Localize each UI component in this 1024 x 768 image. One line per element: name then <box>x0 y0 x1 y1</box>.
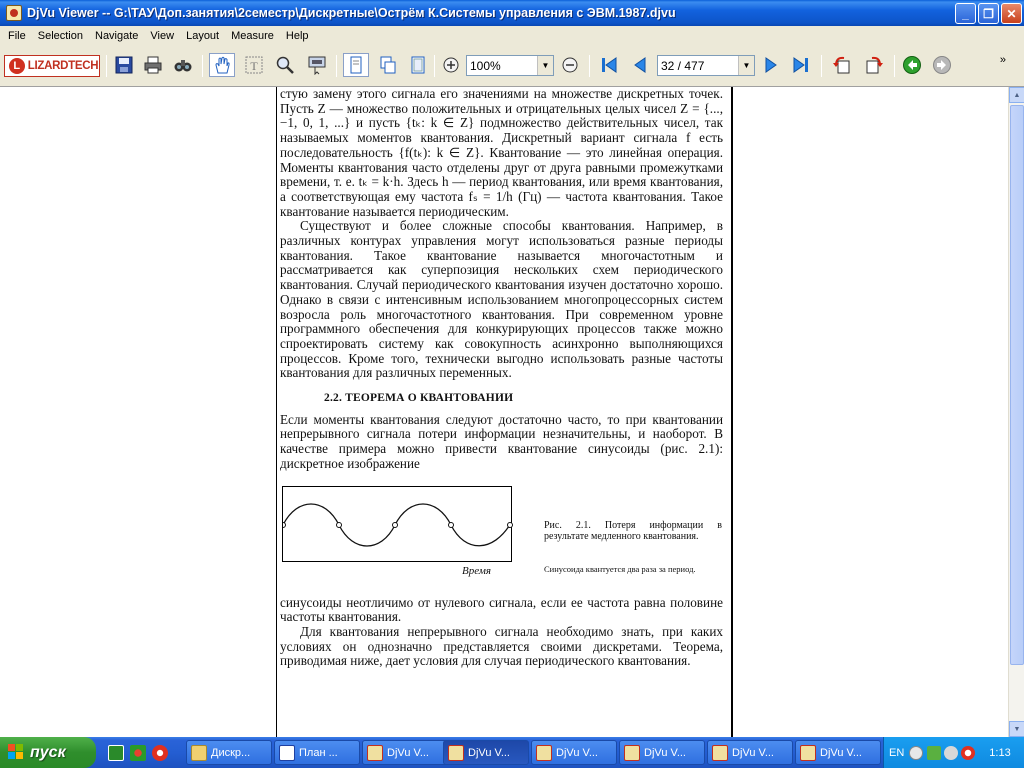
forward-arrow-icon <box>932 55 952 75</box>
quicklaunch-opera-icon[interactable] <box>152 745 168 761</box>
scroll-down-arrow-icon[interactable]: ▼ <box>1009 721 1024 737</box>
zoom-select[interactable] <box>466 55 554 76</box>
rotate-right-button[interactable] <box>860 53 888 77</box>
taskbar-button-word[interactable] <box>274 740 360 765</box>
toolbar-separator <box>589 55 590 77</box>
facing-view-button[interactable] <box>406 53 430 77</box>
history-back-button[interactable] <box>900 53 924 77</box>
vertical-scrollbar[interactable] <box>1008 87 1024 737</box>
djvu-app-icon[interactable] <box>6 5 22 21</box>
toolbar-separator <box>202 55 203 77</box>
toolbar-separator <box>106 55 107 77</box>
menu-navigate[interactable]: Navigate <box>95 29 139 42</box>
menu-selection[interactable]: Selection <box>37 29 83 42</box>
lizardtech-logo[interactable] <box>4 55 100 77</box>
taskbar-button-explorer[interactable] <box>186 740 272 765</box>
start-label: пуск <box>30 743 66 761</box>
task-label: DjVu V... <box>387 746 429 759</box>
close-button[interactable]: ✕ <box>1001 3 1022 24</box>
next-page-icon <box>761 55 781 75</box>
zoom-out-icon <box>560 55 580 75</box>
figure-plot-frame <box>282 486 512 562</box>
menu-layout[interactable]: Layout <box>186 29 220 42</box>
paragraph-multirate-sampling: Существуют и более сложные способы квантования. Например, в различных контурах управления могут использоваться разные периоды квантования. Такое квантование называется многочастотным и рассматривается как суперпозиция нескольких схем периодического квантования. Случай периодического квантования изучен достаточно хорошо. Однако в связи с интенсивным использованием многопроцессорных систем возросла роль многочастотного квантования. При современном уровне программного обеспечения для конкурирующих процессов также можно спроектировать систему как совокупность асинхронно выполняющихся процессов. Кроме того, технически выгодно использовать разные частоты квантования для различных переменных. <box>280 218 723 381</box>
figure-2-1 <box>280 486 723 586</box>
scrollbar-thumb[interactable] <box>1010 105 1024 665</box>
section-heading: 2.2. ТЕОРЕМА О КВАНТОВАНИИ <box>324 392 514 405</box>
page-value: 32 / 477 <box>661 58 705 73</box>
rotate-left-icon <box>832 55 852 75</box>
back-arrow-icon <box>902 55 922 75</box>
taskbar-button-djvu-4[interactable] <box>619 740 705 765</box>
binoculars-icon <box>173 55 193 75</box>
language-indicator[interactable]: EN <box>889 746 905 759</box>
save-button[interactable] <box>112 53 136 77</box>
zoom-dropdown-arrow-icon[interactable]: ▼ <box>537 56 553 75</box>
scroll-up-arrow-icon[interactable]: ▲ <box>1009 87 1024 103</box>
taskbar-button-djvu-3[interactable] <box>531 740 617 765</box>
taskbar <box>0 737 1024 768</box>
task-label: DjVu V... <box>644 746 686 759</box>
region-select-icon <box>307 55 327 75</box>
menu-measure[interactable]: Measure <box>231 29 274 42</box>
quicklaunch-app-icon[interactable] <box>108 745 124 761</box>
page-select[interactable] <box>657 55 755 76</box>
sample-point <box>508 522 513 527</box>
menu-view[interactable]: View <box>150 29 175 42</box>
menu-bar <box>0 26 1024 45</box>
toolbar-separator <box>336 55 337 77</box>
taskbar-button-djvu-6[interactable] <box>795 740 881 765</box>
tray-collapse-icon[interactable] <box>909 746 923 760</box>
window-title: DjVu Viewer -- G:\ТАУ\Доп.занятия\2семестр\Дискретные\Острём К.Системы управления с ЭВМ.1987.djvu <box>27 6 676 20</box>
rotate-left-button[interactable] <box>828 53 856 77</box>
svg-text:T: T <box>250 59 258 73</box>
volume-icon[interactable] <box>944 746 958 760</box>
history-forward-button[interactable] <box>930 53 954 77</box>
region-select-button[interactable] <box>304 53 330 77</box>
zoom-in-icon <box>441 55 461 75</box>
figure-axis-label: Время <box>462 564 491 577</box>
start-button[interactable] <box>0 737 96 768</box>
minimize-button[interactable]: _ <box>955 3 976 24</box>
task-label: План ... <box>299 746 338 759</box>
system-tray <box>883 737 1024 768</box>
hand-tool-button[interactable] <box>209 53 235 77</box>
network-icon[interactable] <box>927 746 941 760</box>
djvu-app-icon <box>624 745 640 761</box>
paragraph-sampling-theorem-intro: Если моменты квантования следуют достаточно часто, то при квантовании непрерывного сигнала потери информации незначительны, и наоборот. В качестве примера можно привести квантование синусоиды (рис. 2.1): дискретное изображение <box>280 411 723 471</box>
single-page-icon <box>346 55 366 75</box>
sine-wave-plot <box>283 487 513 563</box>
lizardtech-mark-icon: L <box>9 58 25 74</box>
text-select-button[interactable] <box>242 53 266 77</box>
toolbar-separator <box>434 55 435 77</box>
previous-page-button[interactable] <box>628 53 652 77</box>
djvu-app-icon <box>536 745 552 761</box>
find-button[interactable] <box>171 53 195 77</box>
magnifier-icon <box>275 55 295 75</box>
zoom-out-button[interactable] <box>559 53 581 77</box>
zoom-in-button[interactable] <box>440 53 462 77</box>
printer-icon <box>143 55 163 75</box>
folder-icon <box>191 745 207 761</box>
taskbar-button-djvu-1[interactable] <box>362 740 448 765</box>
print-button[interactable] <box>141 53 165 77</box>
toolbar-separator <box>894 55 895 77</box>
task-label: DjVu V... <box>556 746 598 759</box>
clock[interactable]: 1:13 <box>989 746 1011 759</box>
task-label: Дискр... <box>211 746 251 759</box>
toolbar <box>0 45 1024 87</box>
djvu-app-icon <box>800 745 816 761</box>
hand-icon <box>212 55 232 75</box>
task-label: DjVu V... <box>468 746 510 759</box>
tray-app-icon[interactable] <box>961 746 975 760</box>
menu-help[interactable]: Help <box>285 29 309 42</box>
menu-file[interactable]: File <box>8 29 26 42</box>
paragraph-sampling-definition: стую замену этого сигнала его значениями на множестве дискретных точек. Пусть Z — множество положительных и отрицательных целых чисел Z = {..., −1, 0, 1, ...} и пусть {tₖ: k ∈ Z} подмножество действительных чисел, так называемых моментов квантования. Дискретный вариант сигнала f есть последовательность {f(tₖ): k ∈ Z}. Квантование — это линейная операция. Моменты квантования часто отделены друг от друга равными промежутками времени, т. е. tₖ = k·h. Здесь h — период квантования, или время квантования, а соответствующая ему частота fₛ = 1/h (Гц) — частота квантования. Такое квантование называется периодическим. <box>280 87 723 219</box>
sample-point <box>337 522 342 527</box>
first-page-icon <box>599 55 619 75</box>
continuous-pages-icon <box>378 55 398 75</box>
continuous-view-button[interactable] <box>376 53 400 77</box>
taskbar-button-djvu-5[interactable] <box>707 740 793 765</box>
toolbar-overflow-chevron-icon[interactable]: » <box>999 54 1006 66</box>
last-page-icon <box>791 55 811 75</box>
djvu-app-icon <box>367 745 383 761</box>
quicklaunch-clover-icon[interactable] <box>130 745 146 761</box>
sample-point <box>393 522 398 527</box>
maximize-button[interactable]: ❐ <box>978 3 999 24</box>
taskbar-button-djvu-2[interactable] <box>443 740 529 765</box>
title-bar <box>0 0 1024 26</box>
paragraph-theorem-lead: Для квантования непрерывного сигнала необходимо знать, при каких условиях он однозначно представляется своими дискретами. Теорема, приводимая ниже, дает условия для случая периодического квантования. <box>280 623 723 669</box>
page-dropdown-arrow-icon[interactable]: ▼ <box>738 56 754 75</box>
page-right-border <box>731 87 733 737</box>
task-label: DjVu V... <box>732 746 774 759</box>
last-page-button[interactable] <box>788 53 814 77</box>
figure-caption: Рис. 2.1. Потеря информации в результате медленного квантования. <box>544 519 722 542</box>
previous-page-icon <box>630 55 650 75</box>
window-controls <box>955 3 1022 24</box>
first-page-button[interactable] <box>596 53 622 77</box>
djvu-app-icon <box>448 745 464 761</box>
next-page-button[interactable] <box>759 53 783 77</box>
paragraph-aliasing: синусоиды неотличимо от нулевого сигнала, если ее частота равна половине частоты квантования. <box>280 594 723 625</box>
single-page-view-button[interactable] <box>343 53 369 77</box>
zoom-value: 100% <box>470 58 501 73</box>
djvu-app-icon <box>712 745 728 761</box>
facing-pages-icon <box>408 55 428 75</box>
rotate-right-icon <box>864 55 884 75</box>
task-label: DjVu V... <box>820 746 862 759</box>
figure-note: Синусоида квантуется два раза за период. <box>544 563 696 574</box>
page-left-border <box>276 87 277 737</box>
sample-point <box>283 522 286 527</box>
zoom-tool-button[interactable] <box>273 53 297 77</box>
toolbar-separator <box>821 55 822 77</box>
save-icon <box>114 55 134 75</box>
word-document-icon <box>279 745 295 761</box>
document-page <box>280 87 723 737</box>
windows-flag-icon <box>8 744 24 760</box>
logo-text: LIZARDTECH <box>27 60 99 72</box>
sample-point <box>449 522 454 527</box>
text-select-icon <box>244 55 264 75</box>
